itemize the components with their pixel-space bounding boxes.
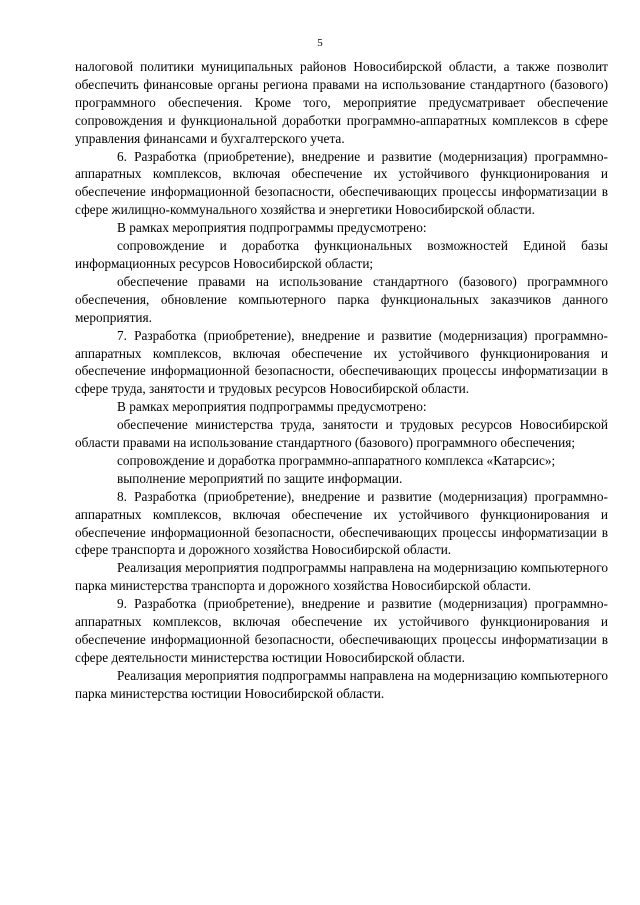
paragraph-item-7-bullet-3: выполнение мероприятий по защите информации. [117, 470, 403, 486]
paragraph-item-8: 8. Разработка (приобретение), внедрение и развитие (модернизация) программно-аппаратных комплексов, включая обеспечение их устойчивого функционирования и обеспечение информационной безопасности, обеспечивающих процессы информатизации в сфере транспорта и дорожного хозяйства Новосибирской области. [75, 488, 608, 558]
document-body [75, 58, 608, 703]
paragraph-item-6-bullet-1: сопровождение и доработка функциональных возможностей Единой базы информационных ресурсов Новосибирской области; [75, 238, 608, 271]
paragraph-item-7: 7. Разработка (приобретение), внедрение и развитие (модернизация) программно-аппаратных комплексов, включая обеспечение их устойчивого функционирования и обеспечение информационной безопасности, обеспечивающих процессы информатизации в сфере труда, занятости и трудовых ресурсов Новосибирской области. [75, 327, 608, 397]
paragraph-item-9-implementation: Реализация мероприятия подпрограммы направлена на модернизацию компьютерного парка министерства юстиции Новосибирской области. [75, 667, 608, 701]
paragraph-item-6-bullet-2: обеспечение правами на использование стандартного (базового) программного обеспечения, обновление компьютерного парка функциональных заказчиков данного мероприятия. [75, 273, 608, 325]
paragraph-item-6-scope: В рамках мероприятия подпрограммы предусмотрено: [117, 220, 427, 236]
paragraph-item-8-implementation: Реализация мероприятия подпрограммы направлена на модернизацию компьютерного парка министерства транспорта и дорожного хозяйства Новосибирской области. [75, 560, 608, 594]
paragraph-continuation: налоговой политики муниципальных районов Новосибирской области, а также позволит обеспечить финансовые органы региона правами на использование стандартного (базового) программного обеспечения. Кроме того, мероприятие предусматривает обеспечение сопровождения и функциональной доработки программно-аппаратных комплексов в сфере управления финансами и бухгалтерского учета. [75, 59, 608, 146]
paragraph-item-7-bullet-2: сопровождение и доработка программно-аппаратного комплекса «Катарсис»; [117, 452, 556, 468]
page-number: 5 [317, 37, 323, 49]
paragraph-item-7-bullet-1: обеспечение министерства труда, занятости и трудовых ресурсов Новосибирской области правами на использование стандартного (базового) программного обеспечения; [75, 417, 608, 451]
paragraph-item-9: 9. Разработка (приобретение), внедрение и развитие (модернизация) программно-аппаратных комплексов, включая обеспечение их устойчивого функционирования и обеспечение информационной безопасности, обеспечивающих процессы информатизации в сфере деятельности министерства юстиции Новосибирской области. [75, 596, 608, 665]
paragraph-item-7-scope: В рамках мероприятия подпрограммы предусмотрено: [117, 399, 427, 415]
paragraph-item-6: 6. Разработка (приобретение), внедрение и развитие (модернизация) программно-аппаратных комплексов, включая обеспечение их устойчивого функционирования и обеспечение информационной безопасности, обеспечивающих процессы информатизации в сфере жилищно-коммунального хозяйства и энергетики Новосибирской области. [75, 148, 608, 218]
